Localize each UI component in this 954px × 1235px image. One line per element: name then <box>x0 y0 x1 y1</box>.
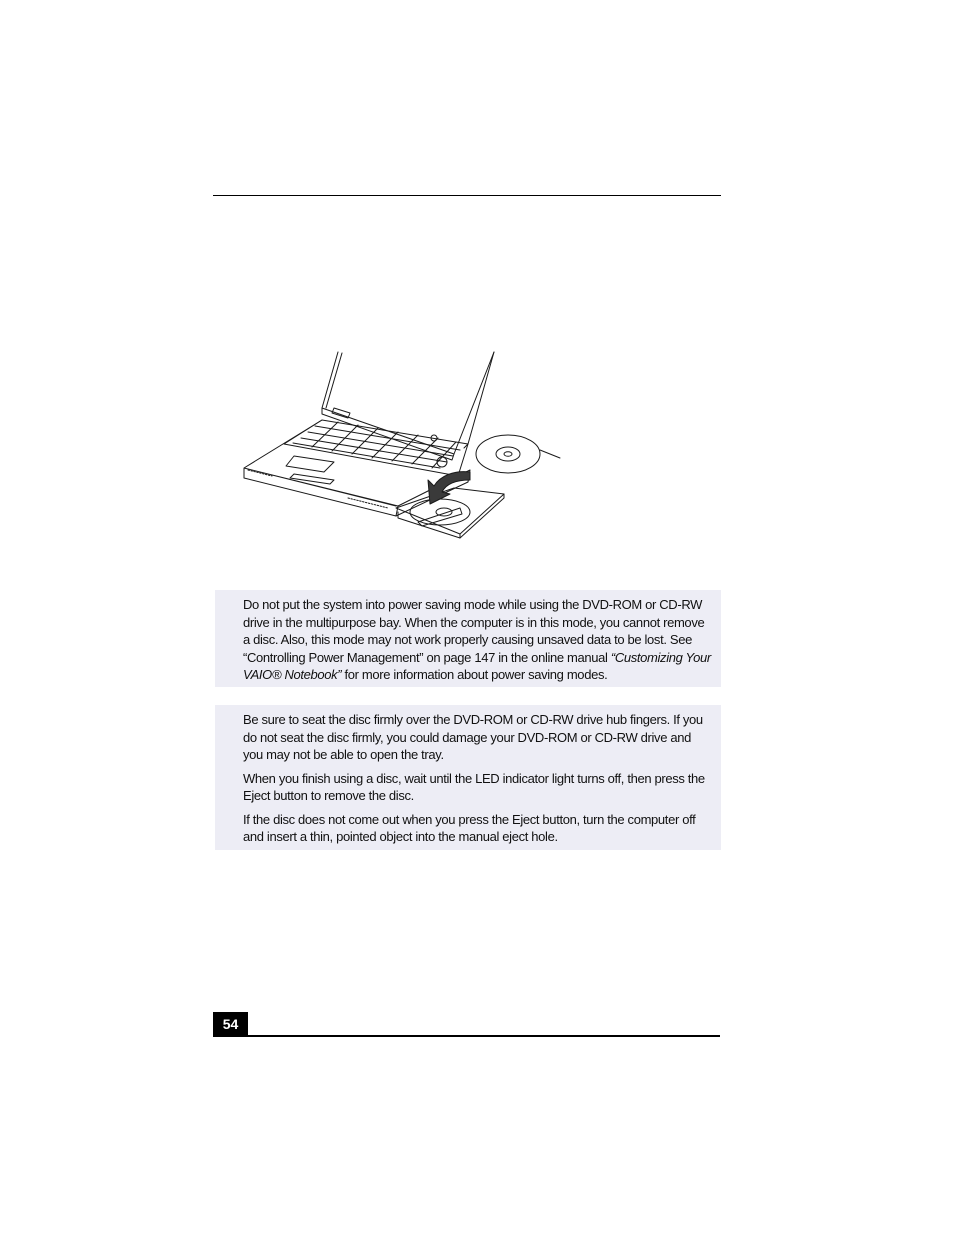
note-paragraph: Be sure to seat the disc firmly over the DVD-ROM or CD-RW drive hub fingers. If you do not seat the disc firmly, you could damage your DVD-ROM or CD-RW drive and you may not be able to open the tray. <box>243 712 703 762</box>
note-paragraph: If the disc does not come out when you press the Eject button, turn the computer off and insert a thin, pointed object into the manual eject hole. <box>243 811 696 844</box>
page-number: 54 <box>213 1012 248 1036</box>
footer-rule <box>213 1035 720 1037</box>
laptop-disc-insertion-illustration <box>238 348 578 544</box>
drive-tray <box>396 488 504 538</box>
cd-disc <box>476 435 560 473</box>
laptop-keyboard <box>284 420 468 476</box>
disc-handling-note <box>215 705 721 850</box>
disc-in-tray <box>410 499 470 526</box>
power-saving-note <box>215 590 721 687</box>
note-paragraph: When you finish using a disc, wait until the LED indicator light turns off, then press the Eject button to remove the disc. <box>243 770 705 803</box>
power-saving-note-text: Do not put the system into power saving mode while using the DVD-ROM or CD-RW drive in the multipurpose bay. When the computer is in this mode, you cannot remove a disc. Also, this mode may not work properly causing unsaved data to be lost. See “Controlling Power Management” on page 147 in the online manual “Customizing Your VAIO® Notebook” for more information about power saving modes. <box>243 597 711 682</box>
manual-title: “Customizing Your VAIO® Notebook” <box>243 649 711 682</box>
laptop-base <box>244 420 470 516</box>
header-rule <box>213 195 721 196</box>
